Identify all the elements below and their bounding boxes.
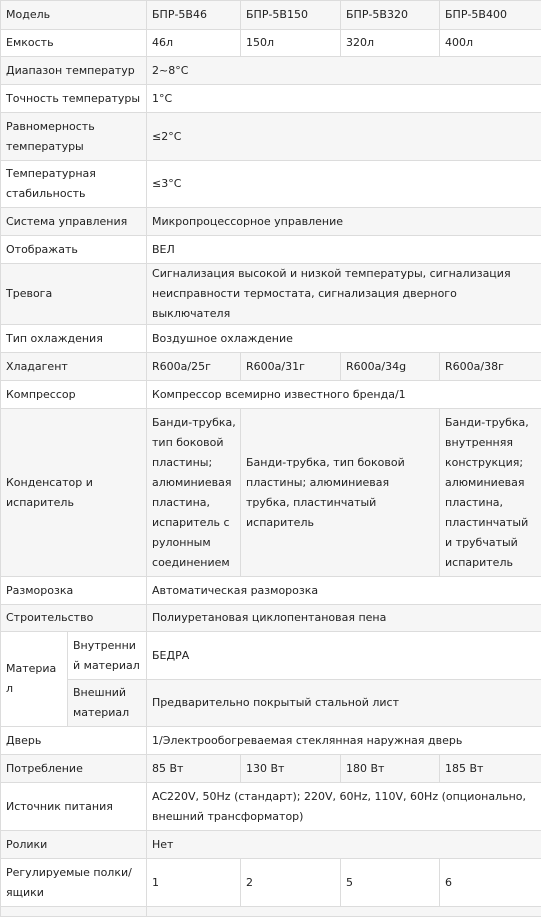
shelves-3: 5 [341,859,440,907]
refrigerant-2: R600a/31г [241,353,341,381]
row-compressor [1,381,541,409]
consumption-4: 185 Вт [440,755,541,783]
label-inner-material: Внутренний материал [68,632,147,680]
consumption-1: 85 Вт [147,755,241,783]
value-power: AC220V, 50Hz (стандарт); 220V, 60Hz, 110V, 60Hz (опционально, внешний трансформатор) [147,783,541,831]
consumption-3: 180 Вт [341,755,440,783]
value-inner-material: БЕДРА [147,632,541,680]
label-temp-range: Диапазон температур [1,57,147,85]
label-cooling: Тип охлаждения [1,325,147,353]
shelves-2: 2 [241,859,341,907]
refrigerant-3: R600a/34g [341,353,440,381]
label-material: Материал [1,632,68,727]
label-alarm: Тревога [1,264,147,325]
row-cooling [1,325,541,353]
capacity-2: 150л [241,30,341,57]
row-uniformity [1,113,541,161]
value-door: 1/Электрообогреваемая стеклянная наружная дверь [147,727,541,755]
refrigerant-1: R600a/25г [147,353,241,381]
row-temp-range [1,57,541,85]
label-outer-material: Внешний материал [68,680,147,727]
row-capacity [1,30,541,57]
value-control: Микропроцессорное управление [147,208,541,236]
model-1: БПР-5В46 [147,1,241,30]
row-power [1,783,541,831]
label-door: Дверь [1,727,147,755]
capacity-1: 46л [147,30,241,57]
label-stability: Температурная стабильность [1,161,147,208]
shelves-1: 1 [147,859,241,907]
label-shelves: Регулируемые полки/ящики [1,859,147,907]
value-display: ВЕЛ [147,236,541,264]
cell-partial-value [147,907,541,917]
label-display: Отображать [1,236,147,264]
value-cooling: Воздушное охлаждение [147,325,541,353]
row-refrigerant [1,353,541,381]
row-alarm [1,264,541,325]
label-compressor: Компрессор [1,381,147,409]
label-power: Источник питания [1,783,147,831]
label-control: Система управления [1,208,147,236]
capacity-4: 400л [440,30,541,57]
row-control [1,208,541,236]
label-uniformity: Равномерность температуры [1,113,147,161]
value-temp-range: 2~8°C [147,57,541,85]
value-outer-material: Предварительно покрытый стальной лист [147,680,541,727]
value-defrost: Автоматическая разморозка [147,577,541,605]
refrigerant-4: R600a/38г [440,353,541,381]
model-4: БПР-5В400 [440,1,541,30]
label-construction: Строительство [1,605,147,632]
consumption-2: 130 Вт [241,755,341,783]
row-condenser [1,409,541,577]
condenser-2-3: Банди-трубка, тип боковой пластины; алюминиевая трубка, пластинчатый испаритель [241,409,440,577]
capacity-3: 320л [341,30,440,57]
row-casters [1,831,541,859]
condenser-4: Банди-трубка, внутренняя конструкция; алюминиевая пластина, пластинчатый и трубчатый испаритель [440,409,541,577]
cell-partial-label [1,907,147,917]
value-construction: Полиуретановая циклопентановая пена [147,605,541,632]
shelves-4: 6 [440,859,541,907]
label-consumption: Потребление [1,755,147,783]
model-2: БПР-5В150 [241,1,341,30]
value-uniformity: ≤2°C [147,113,541,161]
value-casters: Нет [147,831,541,859]
label-casters: Ролики [1,831,147,859]
row-temp-accuracy [1,85,541,113]
row-consumption [1,755,541,783]
row-model [1,1,541,30]
label-capacity: Емкость [1,30,147,57]
label-refrigerant: Хладагент [1,353,147,381]
value-temp-accuracy: 1°C [147,85,541,113]
label-temp-accuracy: Точность температуры [1,85,147,113]
row-material-inner [1,632,541,680]
value-alarm: Сигнализация высокой и низкой температуры, сигнализация неисправности термостата, сигнализация дверного выключателя [147,264,541,325]
row-partial-next [1,907,541,917]
row-display [1,236,541,264]
row-construction [1,605,541,632]
row-door [1,727,541,755]
row-shelves [1,859,541,907]
condenser-1: Банди-трубка, тип боковой пластины; алюминиевая пластина, испаритель с рулонным соединением [147,409,241,577]
value-compressor: Компрессор всемирно известного бренда/1 [147,381,541,409]
row-defrost [1,577,541,605]
model-3: БПР-5В320 [341,1,440,30]
row-stability [1,161,541,208]
label-condenser: Конденсатор и испаритель [1,409,147,577]
label-defrost: Разморозка [1,577,147,605]
value-stability: ≤3°C [147,161,541,208]
label-model: Модель [1,1,147,30]
row-material-outer [1,680,541,727]
